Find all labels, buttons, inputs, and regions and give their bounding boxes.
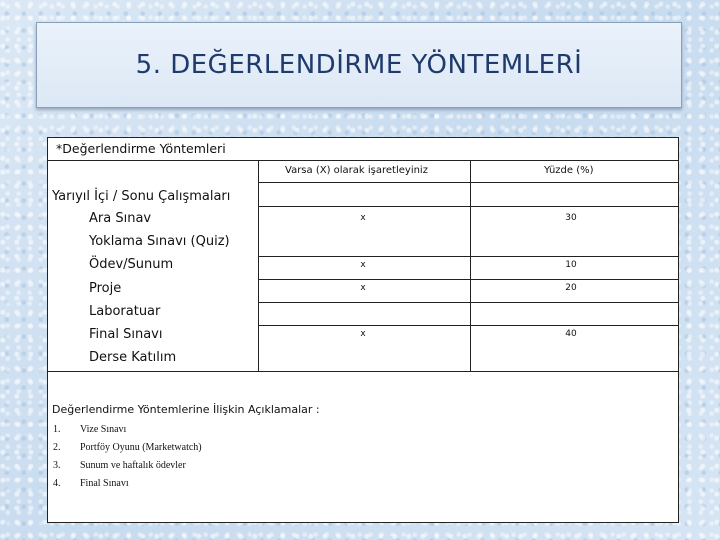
notes-heading: Değerlendirme Yöntemlerine İlişkin Açıklamalar : [52,403,320,416]
table-bottom-line [48,371,678,372]
row-mark: x [360,283,366,293]
section-label: Yarıyıl İçi / Sonu Çalışmaları [52,189,231,204]
row-percent: 20 [565,283,577,293]
grid-vline-middle [470,160,471,372]
row-label: Derse Katılım [89,350,177,365]
evaluation-document [47,137,679,523]
row-mark: x [360,213,366,223]
note-text: Final Sınavı [80,478,129,489]
row-label: Proje [89,281,122,296]
column-header-percent: Yüzde (%) [544,165,594,176]
row-percent: 10 [565,260,577,270]
note-text: Sunum ve haftalık ödevler [80,460,186,471]
row-label: Ara Sınav [89,211,152,226]
row-label: Final Sınavı [89,327,163,342]
row-divider [258,302,678,303]
slide-title: 5. DEĞERLENDİRME YÖNTEMLERİ [135,50,583,80]
slide-title-box [36,22,682,108]
row-label: Ödev/Sunum [89,257,174,272]
note-text: Portföy Oyunu (Marketwatch) [80,442,202,453]
row-divider [258,256,678,257]
heading-divider [48,160,678,161]
row-mark: x [360,329,366,339]
grid-vline-left [258,160,259,372]
row-divider [258,279,678,280]
column-header-mark: Varsa (X) olarak işaretleyiniz [285,165,428,176]
row-mark: x [360,260,366,270]
note-number: 4. [53,478,61,489]
note-number: 3. [53,460,61,471]
section-divider [258,206,678,207]
note-text: Vize Sınavı [80,424,127,435]
row-percent: 30 [565,213,577,223]
note-number: 1. [53,424,61,435]
row-label: Laboratuar [89,304,161,319]
note-number: 2. [53,442,61,453]
row-label: Yoklama Sınavı (Quiz) [89,234,230,249]
document-heading: *Değerlendirme Yöntemleri [56,141,226,156]
row-percent: 40 [565,329,577,339]
header-divider [258,182,678,183]
row-divider [258,325,678,326]
